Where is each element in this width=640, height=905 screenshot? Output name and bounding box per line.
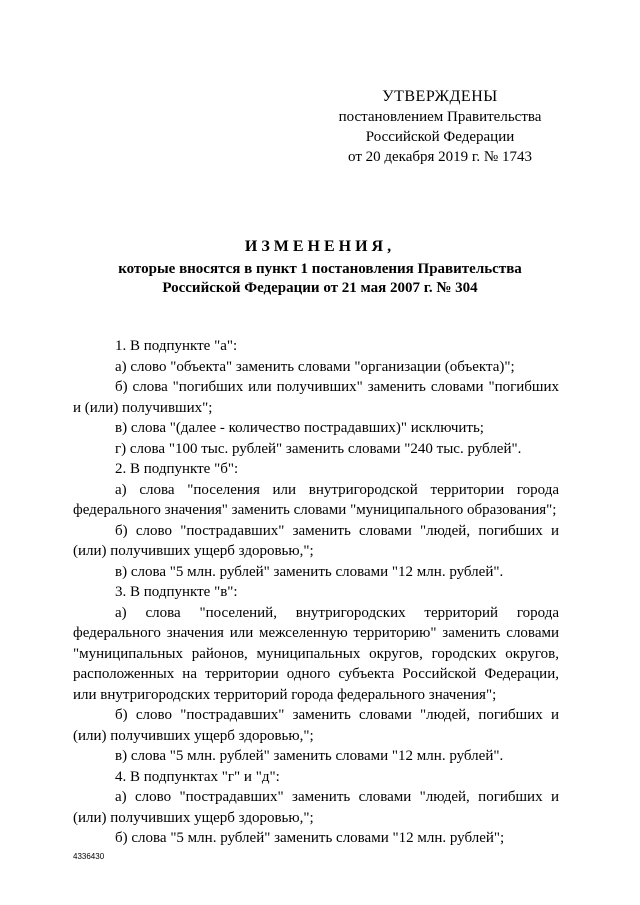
approval-line: Российской Федерации [365,129,515,145]
paragraph: в) слова "(далее - количество пострадавших)" исключить; [115,420,484,436]
paragraph: а) слова "поселений, внутригородских территорий города федерального значения или межселенную территорию" заменить словами "муниципальных районов, муниципальных округов, городских округов, расположенных на территории одного субъекта Российской Федерации, или внутригородских территорий города федерального значения"; [73,604,559,703]
paragraph: б) слово "пострадавших" заменить словами "людей, погибших и (или) получивших ущерб здоровью,"; [73,707,559,744]
subtitle-line: которые вносятся в пункт 1 постановления Правительства [118,261,522,277]
approval-block [330,87,550,167]
paragraph: б) слово "пострадавших" заменить словами "людей, погибших и (или) получивших ущерб здоровью,"; [73,522,559,559]
document-number: 4336430 [73,852,105,861]
paragraph: г) слова "100 тыс. рублей" заменить словами "240 тыс. рублей". [115,440,522,457]
approval-heading: УТВЕРЖДЕНЫ [382,88,498,105]
paragraph: 4. В подпунктах "г" и "д": [115,768,280,785]
document-subtitle [60,260,580,298]
document-body [73,336,559,849]
paragraph: а) слово "объекта" заменить словами "организации (объекта)"; [115,358,515,375]
paragraph: б) слова "5 млн. рублей" заменить словами "12 млн. рублей"; [115,830,505,846]
paragraph: в) слова "5 млн. рублей" заменить словами "12 млн. рублей". [115,748,504,764]
paragraph: а) слово "пострадавших" заменить словами "людей, погибших и (или) получивших ущерб здоровью,"; [73,789,559,826]
paragraph: 1. В подпункте "а": [115,338,238,354]
paragraph: а) слова "поселения или внутригородской территории города федерального значения" заменить словами "муниципального образования"; [73,481,559,518]
subtitle-line: Российской Федерации от 21 мая 2007 г. № 304 [162,280,478,296]
paragraph: 2. В подпункте "б": [115,461,239,477]
approval-line: постановлением Правительства [338,109,542,125]
document-title: ИЗМЕНЕНИЯ, [244,238,396,255]
paragraph: 3. В подпункте "в": [115,584,238,600]
approval-date-number: от 20 декабря 2019 г. № 1743 [348,149,532,165]
paragraph: в) слова "5 млн. рублей" заменить словами "12 млн. рублей". [115,563,504,580]
paragraph: б) слова "погибших или получивших" заменить словами "погибших и (или) получивших"; [73,379,559,416]
